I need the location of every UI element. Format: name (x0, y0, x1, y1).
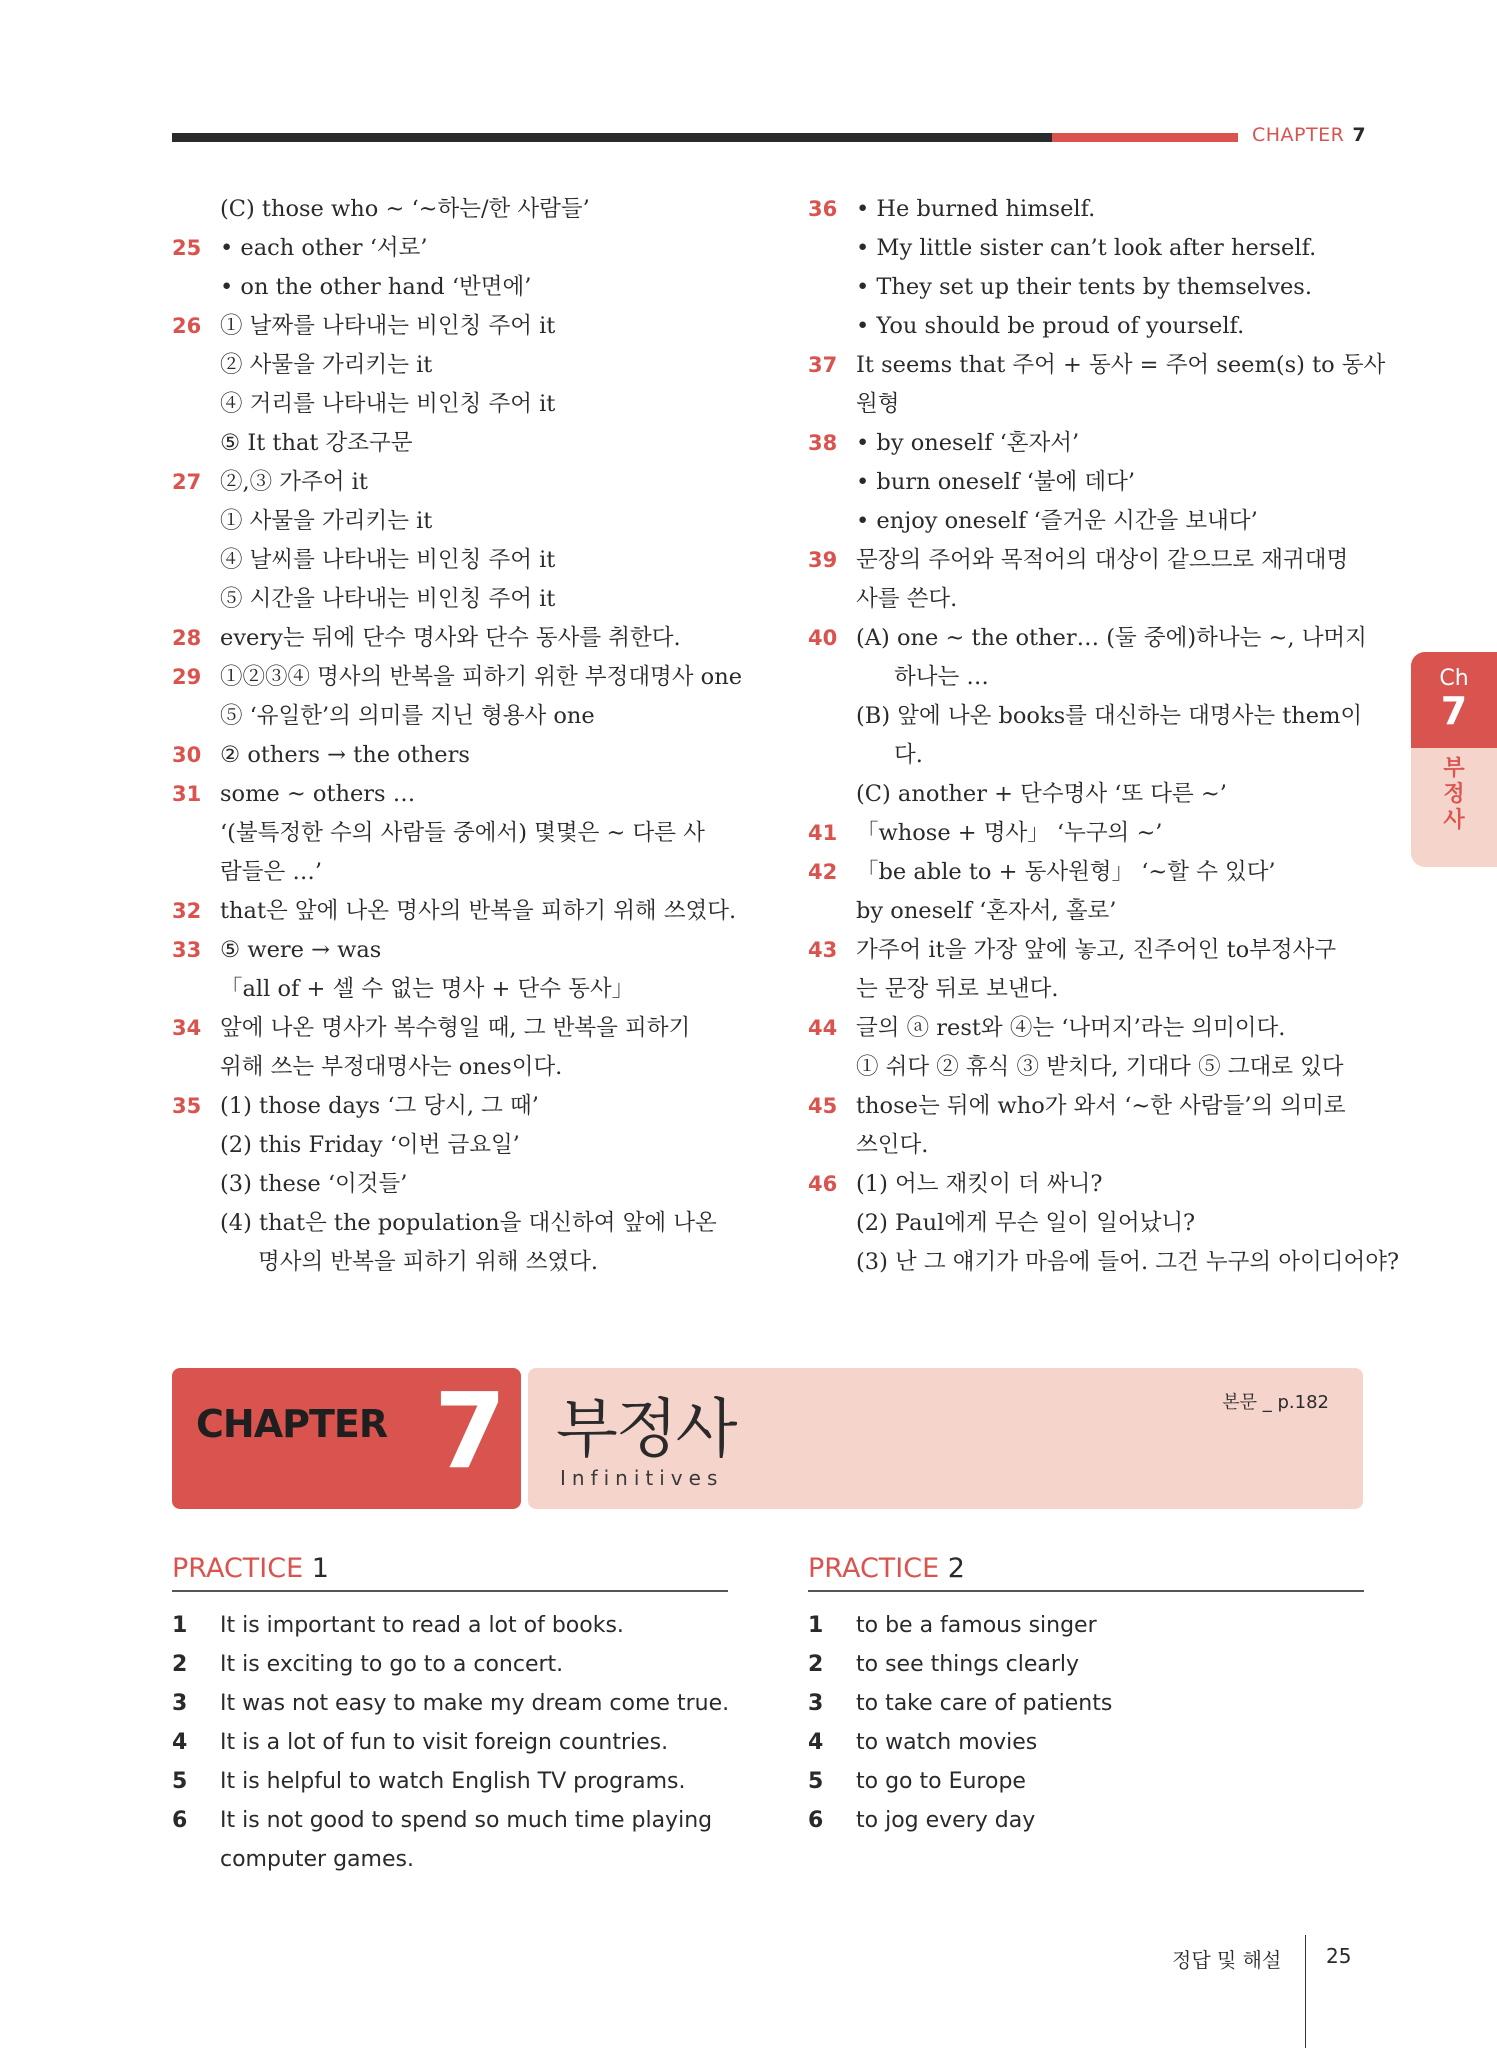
answer-text: 람들은 …’ (220, 859, 323, 885)
side-tab-char: 정 (1443, 782, 1465, 807)
practice-item (172, 1801, 728, 1840)
answer-line (172, 970, 732, 1009)
practice-item (172, 1840, 728, 1879)
practice-item-number: 1 (808, 1613, 824, 1638)
practice-item-text: to see things clearly (856, 1652, 1080, 1677)
practice-item-text: to take care of patients (856, 1691, 1113, 1716)
answer-text: (1) 어느 재킷이 더 싸니? (856, 1171, 1103, 1197)
answer-line (172, 424, 732, 463)
practice-item (172, 1723, 728, 1762)
answer-text: 다. (894, 742, 923, 768)
answer-line (808, 1204, 1368, 1243)
practice-1-label: PRACTICE (172, 1553, 304, 1584)
answer-text: • on the other hand ‘반면에’ (220, 274, 532, 300)
practice-item-text: to go to Europe (856, 1769, 1026, 1794)
answer-number: 44 (808, 1016, 838, 1040)
answer-line (808, 814, 1368, 853)
answer-text: • by oneself ‘혼자서’ (856, 430, 1080, 456)
answer-text: 「all of + 셀 수 없는 명사 + 단수 동사」 (220, 976, 635, 1002)
answer-number: 31 (172, 782, 202, 806)
answer-line (172, 190, 732, 229)
page-reference: 본문 _ p.182 (1222, 1392, 1329, 1413)
answer-text: • My little sister can’t look after herself. (856, 235, 1317, 261)
answer-number: 29 (172, 665, 202, 689)
answer-number: 41 (808, 821, 838, 845)
answer-line (808, 619, 1368, 658)
practice-item-text: It is helpful to watch English TV programs. (220, 1769, 686, 1794)
answer-number: 30 (172, 743, 202, 767)
answer-text: 가주어 it을 가장 앞에 놓고, 진주어인 to부정사구 (856, 937, 1337, 963)
answer-number: 34 (172, 1016, 202, 1040)
answer-number: 43 (808, 938, 838, 962)
answer-line (172, 814, 732, 853)
practice-1-section (172, 1548, 728, 1879)
answer-number: 38 (808, 431, 838, 455)
answer-number: 42 (808, 860, 838, 884)
practice-item-number: 6 (808, 1808, 824, 1833)
answer-line (808, 229, 1368, 268)
answer-line (172, 931, 732, 970)
answer-text: ② others → the others (220, 742, 470, 768)
answer-text: ⑤ ‘유일한’의 의미를 지닌 형용사 one (220, 703, 595, 729)
practice-item-text: to jog every day (856, 1808, 1036, 1833)
answer-text: ⑤ It that 강조구문 (220, 430, 413, 456)
answer-text: ① 사물을 가리키는 it (220, 508, 433, 534)
answer-line (172, 1243, 732, 1282)
answer-text: (C) another + 단수명사 ‘또 다른 ~’ (856, 781, 1227, 807)
answer-text: ‘(불특정한 수의 사람들 중에서) 몇몇은 ~ 다른 사 (220, 820, 705, 846)
answer-line (172, 268, 732, 307)
answer-text: (1) those days ‘그 당시, 그 때’ (220, 1093, 539, 1119)
answer-line (172, 697, 732, 736)
practice-item-text: It was not easy to make my dream come true. (220, 1691, 730, 1716)
practice-item-number: 4 (172, 1730, 188, 1755)
answer-text: ⑤ 시간을 나타내는 비인칭 주어 it (220, 586, 556, 612)
answer-line (808, 1048, 1368, 1087)
answer-text: 「be able to + 동사원형」 ‘~할 수 있다’ (856, 859, 1276, 885)
answer-text: ① 날짜를 나타내는 비인칭 주어 it (220, 313, 556, 339)
answer-text: some ~ others … (220, 781, 416, 807)
answer-text: 앞에 나온 명사가 복수형일 때, 그 반복을 피하기 (220, 1015, 691, 1041)
answer-text: It seems that 주어 + 동사 = 주어 seem(s) to 동사 (856, 352, 1386, 378)
answer-line (172, 892, 737, 931)
practice-item-number: 5 (172, 1769, 188, 1794)
banner-chapter-number: 7 (434, 1370, 507, 1492)
answer-text: ①②③④ 명사의 반복을 피하기 위한 부정대명사 one (220, 664, 743, 690)
practice-item-number: 2 (808, 1652, 824, 1677)
answer-line (172, 853, 732, 892)
practice-item (808, 1723, 1364, 1762)
answer-number: 27 (172, 470, 202, 494)
practice-item-text: to watch movies (856, 1730, 1038, 1755)
answer-line (172, 619, 732, 658)
answer-text: • He burned himself. (856, 196, 1096, 222)
practice-item-text: It is a lot of fun to visit foreign countries. (220, 1730, 669, 1755)
answer-text: (B) 앞에 나온 books를 대신하는 대명사는 them이 (856, 703, 1363, 729)
answer-text: 쓰인다. (856, 1132, 929, 1158)
answer-line (172, 1204, 732, 1243)
answer-text: (4) that은 the population을 대신하여 앞에 나온 (220, 1210, 717, 1236)
answer-line (808, 1087, 1368, 1126)
practice-item (808, 1801, 1364, 1840)
chapter-side-tab[interactable] (1411, 652, 1497, 867)
practice-2-number: 2 (947, 1553, 965, 1584)
answer-text: ⑤ were → was (220, 937, 382, 963)
answer-text: 문장의 주어와 목적어의 대상이 같으므로 재귀대명 (856, 547, 1349, 573)
side-tab-char: 사 (1443, 808, 1465, 833)
footer-divider (1305, 1935, 1306, 2048)
practice-1-title (172, 1548, 728, 1592)
practice-1-list (172, 1606, 728, 1879)
answer-line (172, 229, 732, 268)
answer-number: 26 (172, 314, 202, 338)
answer-text: ②,③ 가주어 it (220, 469, 368, 495)
practice-item (808, 1606, 1364, 1645)
answer-line (172, 502, 732, 541)
answer-text: • each other ‘서로’ (220, 235, 428, 261)
practice-item-text: to be a famous singer (856, 1613, 1097, 1638)
answer-text: • burn oneself ‘불에 데다’ (856, 469, 1136, 495)
answer-line (808, 892, 1368, 931)
chapter-subtitle: Infinitives (560, 1466, 724, 1490)
answer-line (808, 658, 1368, 697)
practice-item (172, 1684, 728, 1723)
header-rule-accent (1052, 133, 1238, 142)
practice-item-number: 2 (172, 1652, 188, 1677)
answer-line (172, 580, 732, 619)
practice-2-list (808, 1606, 1364, 1840)
answer-text: • You should be proud of yourself. (856, 313, 1245, 339)
practice-2-section (808, 1548, 1364, 1840)
answer-number: 33 (172, 938, 202, 962)
answer-number: 28 (172, 626, 202, 650)
answer-text: 글의 ⓐ rest와 ④는 ‘나머지’라는 의미이다. (856, 1015, 1286, 1041)
answer-line (172, 775, 732, 814)
answer-line (172, 1087, 732, 1126)
answer-line (808, 580, 1368, 619)
answer-text: those는 뒤에 who가 와서 ‘~한 사람들’의 의미로 (856, 1093, 1346, 1119)
practice-item-number: 3 (808, 1691, 824, 1716)
answer-text: (2) this Friday ‘이번 금요일’ (220, 1132, 520, 1158)
answer-line (808, 190, 1368, 229)
practice-item (172, 1606, 728, 1645)
practice-item-number: 5 (808, 1769, 824, 1794)
answer-line (172, 463, 732, 502)
chapter-title: 부정사 (556, 1393, 736, 1467)
answer-number: 36 (808, 197, 838, 221)
answer-number: 32 (172, 899, 202, 923)
answer-line (808, 931, 1368, 970)
answer-line (808, 970, 1368, 1009)
practice-item (808, 1684, 1364, 1723)
side-tab-number: 7 (1440, 689, 1468, 733)
answer-line (808, 697, 1368, 736)
answer-line (808, 424, 1368, 463)
answer-number: 35 (172, 1094, 202, 1118)
practice-2-title (808, 1548, 1364, 1592)
side-tab-header (1411, 652, 1497, 748)
answer-text: (2) Paul에게 무슨 일이 일어났니? (856, 1210, 1196, 1236)
answer-text: (3) 난 그 얘기가 마음에 들어. 그건 누구의 아이디어야? (856, 1249, 1400, 1275)
answer-text: every는 뒤에 단수 명사와 단수 동사를 취한다. (220, 625, 681, 651)
answer-line (808, 463, 1368, 502)
practice-item-number: 6 (172, 1808, 188, 1833)
answer-text: 원형 (856, 391, 900, 417)
answer-line (808, 1165, 1368, 1204)
answer-line (172, 1165, 732, 1204)
practice-item (172, 1762, 728, 1801)
practice-item-number: 4 (808, 1730, 824, 1755)
header-rule-dark (172, 133, 1052, 142)
footer-label: 정답 및 해설 (1172, 1948, 1282, 1972)
answer-text: by oneself ‘혼자서, 홀로’ (856, 898, 1117, 924)
answer-text: ④ 거리를 나타내는 비인칭 주어 it (220, 391, 556, 417)
answer-text: 「whose + 명사」 ‘누구의 ~’ (856, 820, 1163, 846)
answer-line (808, 1126, 1368, 1165)
answer-line (172, 1126, 732, 1165)
answer-line (172, 1048, 732, 1087)
answers-left-column (172, 190, 743, 1282)
practice-item-number: 1 (172, 1613, 188, 1638)
practice-item-text: It is important to read a lot of books. (220, 1613, 624, 1638)
chapter-banner-title-box (528, 1368, 1363, 1509)
answer-line (172, 346, 732, 385)
side-tab-ch: Ch (1439, 666, 1469, 691)
answer-line (808, 1009, 1368, 1048)
answer-number: 46 (808, 1172, 838, 1196)
chapter-banner-label (172, 1368, 521, 1509)
answer-line (808, 346, 1386, 385)
answer-number: 45 (808, 1094, 838, 1118)
page-number: 25 (1326, 1944, 1352, 1968)
answer-line (808, 385, 1368, 424)
answer-line (808, 541, 1368, 580)
practice-item-text: It is exciting to go to a concert. (220, 1652, 564, 1677)
running-header (1252, 124, 1366, 146)
answer-text: (A) one ~ the other… (둘 중에)하나는 ~, 나머지 (856, 625, 1367, 651)
practice-item-number: 3 (172, 1691, 188, 1716)
answer-line (808, 502, 1368, 541)
answer-text: 위해 쓰는 부정대명사는 ones이다. (220, 1054, 563, 1080)
banner-chapter-text: CHAPTER (196, 1402, 388, 1446)
answer-number: 25 (172, 236, 202, 260)
answer-number: 39 (808, 548, 838, 572)
practice-item (808, 1762, 1364, 1801)
practice-1-number: 1 (311, 1553, 329, 1584)
running-header-label: CHAPTER (1252, 124, 1345, 146)
answer-line (172, 541, 732, 580)
answer-line (808, 736, 1368, 775)
answer-text: • They set up their tents by themselves. (856, 274, 1312, 300)
answer-text: • enjoy oneself ‘즐거운 시간을 보내다’ (856, 508, 1258, 534)
answer-line (172, 385, 732, 424)
answer-text: ① 쉬다 ② 휴식 ③ 받치다, 기대다 ⑤ 그대로 있다 (856, 1054, 1344, 1080)
practice-2-label: PRACTICE (808, 1553, 940, 1584)
answer-text: 는 문장 뒤로 보낸다. (856, 976, 1059, 1002)
practice-item-text: It is not good to spend so much time playing (220, 1808, 713, 1833)
answer-text: that은 앞에 나온 명사의 반복을 피하기 위해 쓰였다. (220, 898, 737, 924)
answer-text: ② 사물을 가리키는 it (220, 352, 433, 378)
answer-line (808, 1243, 1400, 1282)
answer-line (808, 853, 1368, 892)
answers-right-column (808, 190, 1400, 1282)
answer-line (172, 658, 743, 697)
running-header-number: 7 (1352, 124, 1367, 146)
answer-number: 40 (808, 626, 838, 650)
answer-line (172, 307, 732, 346)
answer-text: 사를 쓴다. (856, 586, 958, 612)
answer-line (808, 775, 1368, 814)
answer-number: 37 (808, 353, 838, 377)
answer-text: (C) those who ~ ‘~하는/한 사람들’ (220, 196, 590, 222)
side-tab-char: 부 (1443, 756, 1465, 781)
answer-line (808, 268, 1368, 307)
answer-text: ④ 날씨를 나타내는 비인칭 주어 it (220, 547, 556, 573)
answer-line (808, 307, 1368, 346)
practice-item (172, 1645, 728, 1684)
answer-text: 하나는 … (894, 664, 989, 690)
answer-line (172, 1009, 732, 1048)
answer-line (172, 736, 732, 775)
answer-text: 명사의 반복을 피하기 위해 쓰였다. (258, 1249, 599, 1275)
practice-item (808, 1645, 1364, 1684)
practice-item-text: computer games. (220, 1847, 414, 1872)
side-tab-title (1411, 756, 1497, 834)
answer-text: (3) these ‘이것들’ (220, 1171, 408, 1197)
